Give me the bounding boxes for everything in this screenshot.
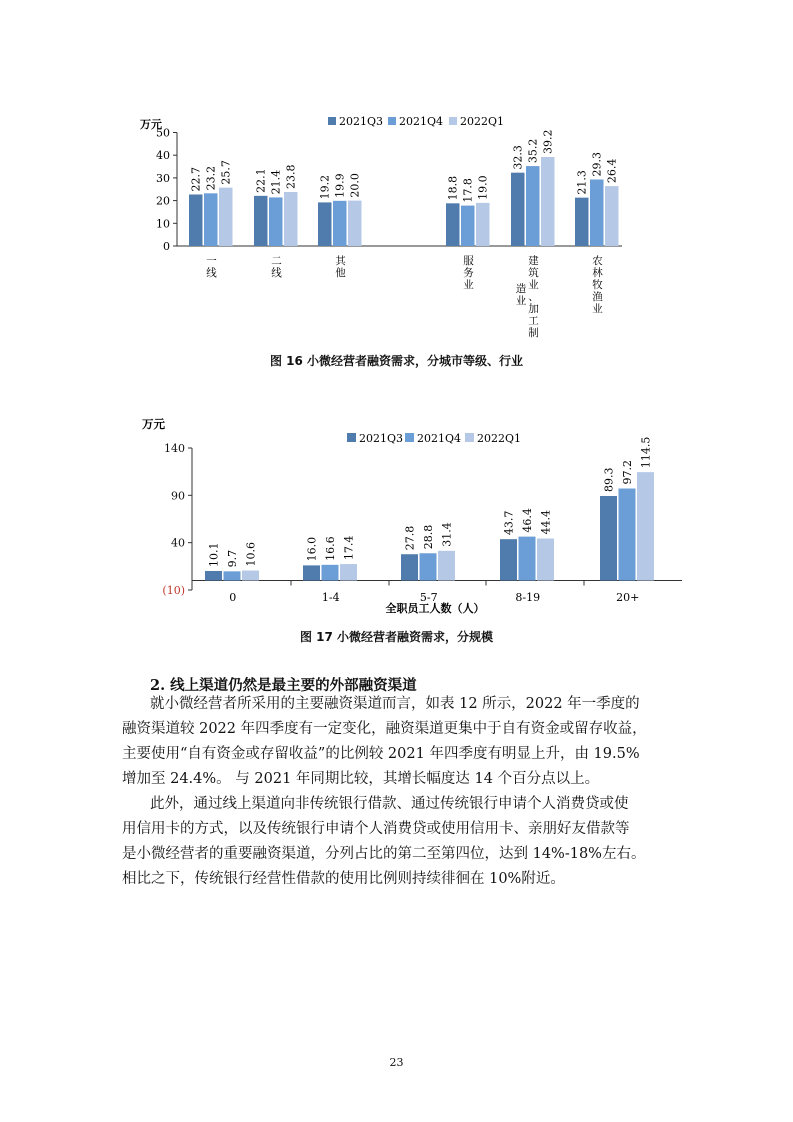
data-label: 21.3 xyxy=(575,170,589,195)
x-tick-label: 制 xyxy=(528,327,539,339)
bar xyxy=(322,565,339,581)
y-tick-label: 90 xyxy=(171,489,185,503)
data-label: 43.7 xyxy=(502,510,516,536)
x-tick-label: 8-19 xyxy=(515,591,541,604)
x-tick-label: 业 xyxy=(528,279,539,291)
y-tick-label: 40 xyxy=(156,149,170,163)
legend-label: 2021Q3 xyxy=(339,115,384,128)
x-tick-label: 林 xyxy=(592,267,603,279)
y-tick-label: 30 xyxy=(156,171,170,185)
data-label: 44.4 xyxy=(539,510,553,535)
section-heading: 2. 线上渠道仍然是最主要的外部融资渠道 xyxy=(150,677,417,694)
data-label: 16.0 xyxy=(305,536,319,562)
data-label: 23.2 xyxy=(204,165,218,191)
bar xyxy=(537,539,554,581)
x-tick-label: 二 xyxy=(271,255,282,267)
y-tick-label: 50 xyxy=(156,126,170,140)
x-tick-label: 造 xyxy=(515,283,527,295)
data-label: 9.7 xyxy=(226,549,239,568)
data-label: 28.8 xyxy=(422,524,435,550)
bar xyxy=(500,539,517,580)
data-label: 29.3 xyxy=(590,151,604,177)
paragraph-1-line: 就小微经营者所采用的主要融资渠道而言，如表 12 所示，2022 年一季度的 xyxy=(150,696,640,712)
x-tick-label: 业 xyxy=(592,303,603,315)
x-tick-label: 筑 xyxy=(528,267,539,279)
bar xyxy=(303,565,320,580)
data-label: 16.6 xyxy=(324,536,337,561)
bar xyxy=(401,554,418,580)
data-label: 19.0 xyxy=(476,175,490,200)
bar xyxy=(420,553,437,580)
figure-16-caption: 图 16 小微经营者融资需求，分城市等级、行业 xyxy=(269,354,524,368)
y-tick-label: 0 xyxy=(163,240,170,253)
x-tick-label: 务 xyxy=(463,267,474,279)
legend-label: 2021Q4 xyxy=(417,432,462,445)
x-tick-label: 、 xyxy=(528,291,539,303)
data-label: 39.2 xyxy=(541,129,555,155)
x-tick-label: 1-4 xyxy=(321,591,340,604)
legend-swatch xyxy=(347,433,356,442)
data-label: 17.4 xyxy=(342,535,356,561)
paragraph-2-line: 此外，通过线上渠道向非传统银行借款、通过传统银行申请个人消费贷或使 xyxy=(150,796,629,812)
paragraph-2 xyxy=(122,792,674,892)
bar xyxy=(619,489,636,581)
legend-label: 2022Q1 xyxy=(477,432,522,445)
paragraph-2-line: 用信用卡的方式，以及传统银行申请个人消费贷或使用信用卡、亲朋好友借款等 xyxy=(122,821,630,837)
data-label: 23.8 xyxy=(284,164,298,189)
data-label: 27.8 xyxy=(403,525,417,551)
bar xyxy=(205,571,222,581)
paragraph-2-line: 是小微经营者的重要融资渠道，分列占比的第二至第四位，达到 14%-18%左右。 xyxy=(122,846,646,862)
data-label: 19.9 xyxy=(333,173,347,198)
y-tick-label: 20 xyxy=(156,194,170,208)
data-label: 31.4 xyxy=(440,522,454,547)
x-tick-label: 一 xyxy=(206,255,217,267)
x-tick-label: 牧 xyxy=(592,279,603,291)
figure-17-caption: 图 17 小微经营者融资需求，分规模 xyxy=(299,630,494,644)
data-label: 114.5 xyxy=(639,436,653,469)
x-tick-label: 业 xyxy=(463,279,474,291)
data-label: 25.7 xyxy=(219,160,233,185)
y-tick-label: 40 xyxy=(171,536,185,550)
x-tick-label: 其 xyxy=(335,255,346,267)
paragraph-1-line: 增加至 24.4%。 与 2021 年同期比较，其增长幅度达 14 个百分点以上。 xyxy=(122,771,600,787)
legend-swatch xyxy=(465,433,474,442)
x-tick-label: 工 xyxy=(528,315,539,327)
data-label: 17.8 xyxy=(461,178,475,203)
x-tick-label: 他 xyxy=(335,267,346,279)
data-label: 97.2 xyxy=(621,460,634,485)
legend-label: 2022Q1 xyxy=(460,115,505,128)
y-tick-label: 140 xyxy=(164,442,185,455)
x-tick-label: 服 xyxy=(463,255,474,267)
data-label: 10.1 xyxy=(207,542,221,567)
data-label: 89.3 xyxy=(602,467,616,492)
bar xyxy=(438,551,455,581)
x-tick-label: 线 xyxy=(271,267,282,279)
x-tick-label: 20+ xyxy=(616,591,640,604)
x-tick-label: 加 xyxy=(528,303,539,315)
data-label: 18.8 xyxy=(446,175,460,201)
paragraph-1 xyxy=(122,692,674,792)
x-axis-title: 全职员工人数（人） xyxy=(385,602,485,615)
y-tick-label: 10 xyxy=(156,217,170,231)
x-tick-label: 农 xyxy=(592,255,603,267)
page-number: 23 xyxy=(389,1056,404,1069)
legend-swatch xyxy=(405,433,414,442)
data-label: 46.4 xyxy=(521,508,534,533)
paragraph-1-line: 主要使用“自有资金或存留收益”的比例较 2021 年四季度有明显上升，由 19.5% xyxy=(122,746,640,762)
legend-label: 2021Q3 xyxy=(359,432,404,445)
data-label: 21.4 xyxy=(269,169,283,195)
data-label: 10.6 xyxy=(244,541,258,567)
bar xyxy=(637,472,654,580)
data-label: 20.0 xyxy=(348,173,362,198)
x-tick-label: 业 xyxy=(515,295,527,307)
bar xyxy=(519,537,536,581)
data-label: 22.1 xyxy=(254,168,268,193)
x-tick-label: 线 xyxy=(206,267,217,279)
data-label: 32.3 xyxy=(511,145,525,170)
y-axis-unit: 万元 xyxy=(140,118,162,131)
x-tick-label: 建 xyxy=(528,255,539,267)
y-tick-label: (10) xyxy=(162,584,185,597)
x-tick-label: 0 xyxy=(229,591,237,604)
legend-label: 2021Q4 xyxy=(399,115,444,128)
bar xyxy=(224,571,241,580)
data-label: 19.2 xyxy=(318,174,332,200)
y-axis-unit: 万元 xyxy=(142,417,165,431)
bar xyxy=(242,570,259,580)
bar xyxy=(340,564,357,580)
paragraph-1-line: 融资渠道较 2022 年四季度有一定变化，融资渠道更集中于自有资金或留存收益， xyxy=(122,721,647,737)
data-label: 35.2 xyxy=(526,138,540,164)
data-label: 22.7 xyxy=(189,166,203,192)
x-tick-label: 5-7 xyxy=(419,591,438,604)
paragraph-2-line: 相比之下，传统银行经营性借款的使用比例则持续徘徊在 10%附近。 xyxy=(122,871,565,887)
x-tick-label: 渔 xyxy=(592,291,603,303)
data-label: 26.4 xyxy=(605,158,619,184)
bar xyxy=(600,496,617,581)
